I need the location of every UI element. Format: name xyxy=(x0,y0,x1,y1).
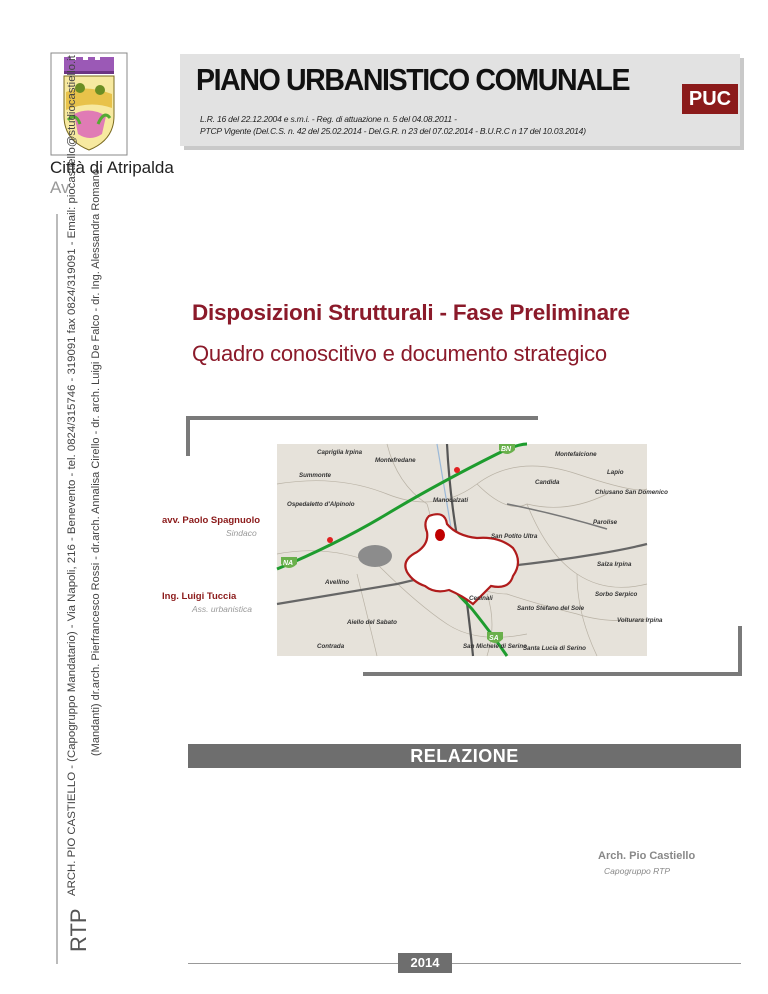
map-place: Salza Irpina xyxy=(597,561,632,568)
map-place: Montefredane xyxy=(375,457,416,464)
plan-title: PIANO URBANISTICO COMUNALE xyxy=(196,62,630,97)
city-province: Av xyxy=(50,178,70,197)
road-label-na: NA xyxy=(283,560,294,567)
map-place: Santo Stefano del Sole xyxy=(517,605,585,612)
puc-badge: PUC xyxy=(682,84,738,114)
assessor-role: Ass. urbanistica xyxy=(192,604,252,614)
map-place: Parolise xyxy=(593,519,618,526)
mayor-role: Sindaco xyxy=(226,528,257,538)
map-place: Candida xyxy=(535,479,560,486)
map-place: Ospedaletto d'Alpinolo xyxy=(287,501,355,508)
map-place: Chiusano San Domenico xyxy=(595,489,668,496)
map-place: Cesinali xyxy=(469,595,493,602)
map-place: Contrada xyxy=(317,643,345,650)
team-lead-contact: ARCH. PIO CASTIELLO - (Capogruppo Mandatario) - Via Napoli, 216 - Benevento - tel. 0824/315746 - 319091 fax 0824/319091 - Email: piocastiello@studiocastiello.it xyxy=(66,55,78,896)
map-place: Volturara Irpina xyxy=(617,617,663,624)
legal-reference-line1: L.R. 16 del 22.12.2004 e s.m.i. - Reg. di attuazione n. 5 del 04.08.2011 - xyxy=(200,114,457,124)
year-badge: 2014 xyxy=(398,953,452,973)
map-place: Avellino xyxy=(325,579,350,586)
document-title: Disposizioni Strutturali - Fase Preliminare xyxy=(192,300,630,325)
map-place: Sorbo Serpico xyxy=(595,591,638,598)
author-name: Arch. Pio Castiello xyxy=(598,850,696,862)
map-place: Santa Lucia di Serino xyxy=(523,645,586,652)
map-place: Aiello del Sabato xyxy=(347,619,397,626)
map-place: Montefalcione xyxy=(555,451,597,458)
road-label-bn: BN xyxy=(501,446,512,453)
map-place: San Michele di Serino xyxy=(463,643,527,650)
city-name: Città di Atripalda xyxy=(50,158,174,177)
document-subtitle: Quadro conoscitivo e documento strategico xyxy=(192,341,607,366)
map-place: Capriglia Irpina xyxy=(317,449,363,456)
map-place: Summonte xyxy=(299,472,331,479)
coat-of-arms-icon xyxy=(50,52,128,156)
map-place: San Potito Ultra xyxy=(491,533,538,540)
team-members: (Mandanti) dr.arch. Pierfrancesco Rossi - dr.arch. Annalisa Cirello - dr. arch. Luigi De Falco - dr. Ing. Alessandra Romano xyxy=(90,169,102,756)
rtp-label: RTP xyxy=(66,908,91,952)
legal-reference-line2: PTCP Vigente (Del.C.S. n. 42 del 25.02.2014 - Del.G.R. n 23 del 07.02.2014 - B.U.R.C n 17 del 10.03.2014) xyxy=(200,126,586,136)
road-label-sa: SA xyxy=(489,635,499,642)
map-place: Lapio xyxy=(607,469,624,476)
mayor-name: avv. Paolo Spagnuolo xyxy=(162,515,261,526)
map-place: Manocalzati xyxy=(433,497,469,504)
footer-divider xyxy=(188,963,741,964)
author-role: Capogruppo RTP xyxy=(604,866,670,876)
territorial-map xyxy=(277,444,668,656)
report-label: RELAZIONE xyxy=(410,746,519,766)
assessor-name: Ing. Luigi Tuccia xyxy=(162,591,237,602)
